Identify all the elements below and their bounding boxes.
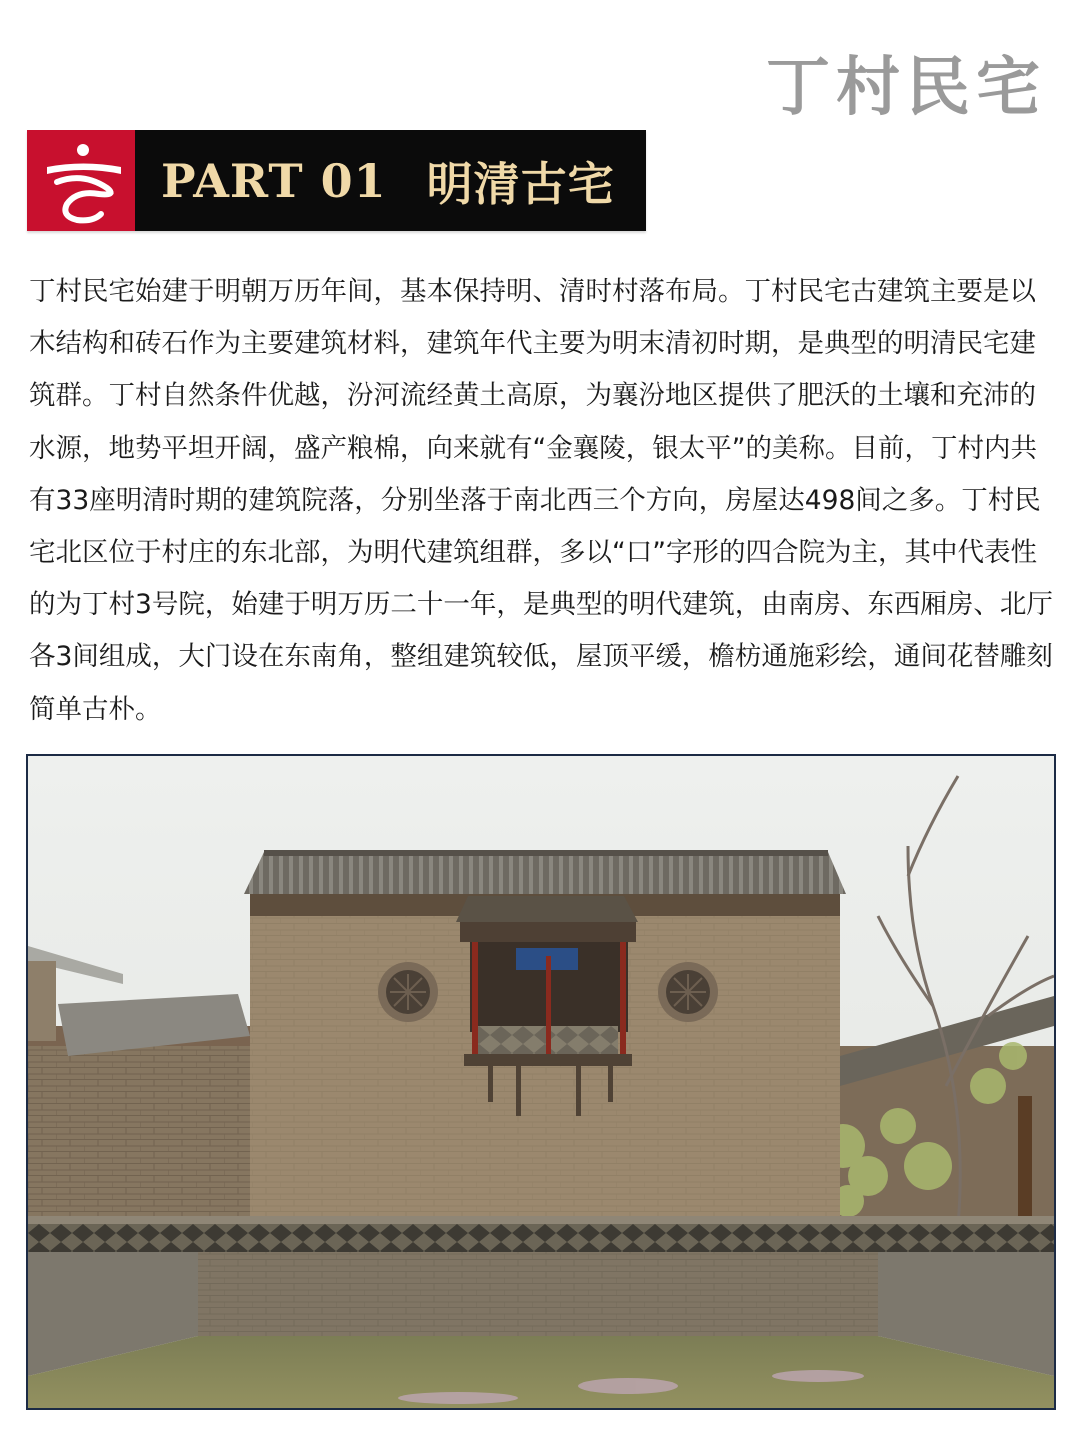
part-title: 明清古宅 bbox=[426, 156, 615, 211]
section-header bbox=[27, 130, 646, 231]
body-paragraph: 丁村民宅始建于明朝万历年间，基本保持明、清时村落布局。丁村民宅古建筑主要是以木结构和砖石作为主要建筑材料，建筑年代主要为明末清初时期，是典型的明清民宅建筑群。丁村自然条件优越，汾河流经黄土高原，为襄汾地区提供了肥沃的土壤和充沛的水源，地势平坦开阔，盛产粮棉，向来就有“金襄陵，银太平”的美称。目前，丁村内共有33座明清时期的建筑院落，分别坐落于南北西三个方向，房屋达498间之多。丁村民宅北区位于村庄的东北部，为明代建筑组群，多以“口”字形的四合院为主，其中代表性的为丁村3号院，始建于明万历二十一年，是典型的明代建筑，由南房、东西厢房、北厅各3间组成，大门设在东南角，整组建筑较低，屋顶平缓，檐枋通施彩绘，通间花替雕刻简单古朴。 bbox=[29, 276, 1053, 725]
brand-title: 丁村民宅 bbox=[766, 51, 1046, 125]
building-photo bbox=[26, 754, 1056, 1410]
section-title-bar bbox=[135, 130, 646, 231]
logo-icon bbox=[27, 130, 135, 231]
part-label: PART 01 bbox=[161, 153, 387, 208]
